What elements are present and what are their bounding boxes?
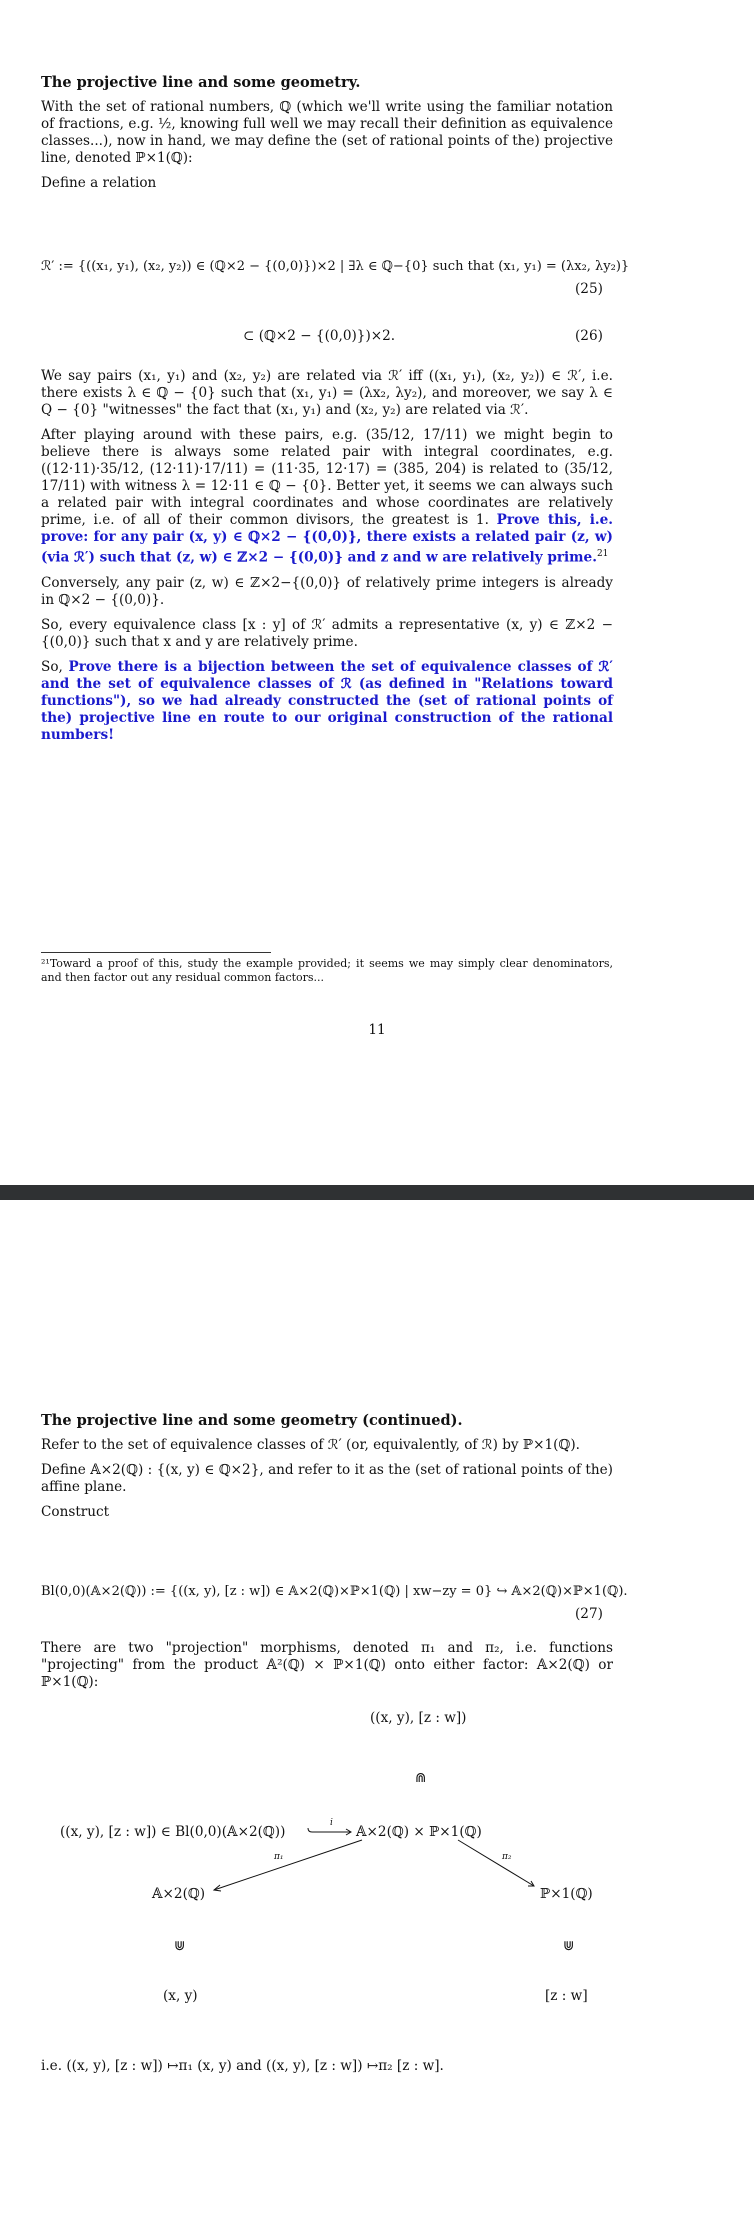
diagram-top-element: ((x, y), [z : w]) (370, 1710, 467, 1726)
bijection-claim: Prove there is a bijection between the set of equivalence classes of ℛ′ and the set of equivalence classes of ℛ (as defined in "Relations toward functions"), so we had already constructed the (set of rational points of the) projective line en route to our original construction of the rational numbers! (41, 658, 613, 743)
diagram-pi2-label: π₂ (502, 1852, 512, 1862)
construct-text: Construct (41, 1504, 110, 1520)
section-heading: The projective line and some geometry. (41, 74, 361, 91)
section-heading-continued: The projective line and some geometry (continued). (41, 1412, 463, 1429)
bijection-lead: So, (41, 658, 63, 675)
related-paragraph: We say pairs (x₁, y₁) and (x₂, y₂) are related via ℛ′ iff ((x₁, y₁), (x₂, y₂)) ∈ ℛ′, i.e. there exists λ ∈ ℚ − {0} such that (x₁, y₁) = (λx₂, λy₂), and moreover, we say λ ∈ Q − {0} "witnesses" the fact that (x₁, y₁) and (x₂, y₂) are related via ℛ′. (41, 368, 613, 418)
conversely-paragraph: Conversely, any pair (z, w) ∈ ℤ×2−{(0,0)} of relatively prime integers is already in ℚ×2 − {(0,0)}. (41, 574, 613, 608)
diagram-bottom-right: [z : w] (545, 1988, 588, 2004)
page1-body-2 (41, 368, 613, 752)
diagram-bottom-left: (x, y) (163, 1988, 198, 2004)
page1-body (41, 74, 613, 200)
pi2-arrow (458, 1840, 534, 1886)
diagram-in-symbol-right: ⋓ (563, 1938, 575, 1954)
prove-integral-claim: Prove this, i.e. prove: for any pair (x, y) ∈ ℚ×2 − {(0,0)}, there exists a related pair (z, w) (via ℛ′) such that (z, w) ∈ ℤ×2 − {(0,0)} and z and w are relatively prime. (41, 512, 613, 566)
equation-27: Bl(0,0)(𝔸×2(ℚ)) := {((x, y), [z : w]) ∈ 𝔸×2(ℚ)×ℙ×1(ℚ) | xw−zy = 0} ↪ 𝔸×2(ℚ)×ℙ×1(ℚ). (41, 1584, 628, 1599)
pi1-arrow (214, 1840, 362, 1890)
equation-number-25: (25) (575, 281, 603, 297)
playing-around-paragraph (41, 427, 613, 567)
equation-26: ⊂ (ℚ×2 − {(0,0)})×2. (243, 328, 396, 344)
define-relation-text: Define a relation (41, 175, 157, 191)
footnote-marker: 21 (596, 549, 609, 559)
bijection-paragraph (41, 659, 613, 744)
diagram-projective: ℙ×1(ℚ) (540, 1886, 593, 1902)
diagram-pi1-label: π₁ (274, 1852, 284, 1862)
affine-plane-paragraph: Define 𝔸×2(ℚ) : {(x, y) ∈ ℚ×2}, and refer to it as the (set of rational points of the) affine plane. (41, 1462, 613, 1495)
diagram-blowup-element: ((x, y), [z : w]) ∈ Bl(0,0)(𝔸×2(ℚ)) (60, 1824, 286, 1840)
inclusion-hook (308, 1828, 312, 1832)
equation-25: ℛ′ := {((x₁, y₁), (x₂, y₂)) ∈ (ℚ×2 − {(0,0)})×2 | ∃λ ∈ ℚ−{0} such that (x₁, y₁) = (λx₂, λy₂)} (41, 259, 630, 274)
page-12 (0, 1200, 754, 2229)
diagram-in-symbol-left: ⋓ (174, 1938, 186, 1954)
page-number: 11 (368, 1022, 386, 1038)
footnote-21: ²¹Toward a proof of this, study the example provided; it seems we may simply clear denominators, and then factor out any residual common factors... (41, 957, 613, 984)
diagram-cap-symbol: ⋒ (415, 1770, 427, 1786)
page-separator (0, 1185, 754, 1200)
playing-around-text: After playing around with these pairs, e.g. (35/12, 17/11) we might begin to believe there is always some related pair with integral coordinates, e.g. ((12·11)·35/12, (12·11)·17/11) = (11·35, 12·17) = (385, 204) is related to (35/12, 17/11) with witness λ = 12·11 ∈ ℚ − {0}. Better yet, it seems we can always such a related pair with integral coordinates and whose coordinates are relatively prime, i.e. of all of their common divisors, the greatest is 1. (41, 427, 613, 528)
ie-line: i.e. ((x, y), [z : w]) ↦π₁ (x, y) and ((x, y), [z : w]) ↦π₂ [z : w]. (41, 2058, 444, 2074)
diagram-affine: 𝔸×2(ℚ) (152, 1886, 206, 1902)
ie-line-wrap (41, 2058, 613, 2083)
equation-number-26: (26) (575, 328, 603, 344)
refer-paragraph: Refer to the set of equivalence classes of ℛ′ (or, equivalently, of ℛ) by ℙ×1(ℚ). (41, 1437, 580, 1453)
footnote-rule (41, 952, 271, 953)
diagram-inclusion-label: i (330, 1818, 333, 1828)
intro-paragraph: With the set of rational numbers, ℚ (which we'll write using the familiar notation of fractions, e.g. ½, knowing full well we may recall their definition as equivalence classes...), now in hand, we may define the (set of rational points of the) projective line, denoted ℙ×1(ℚ): (41, 99, 613, 166)
pi2-arrowhead (528, 1881, 534, 1886)
projection-paragraph: There are two "projection" morphisms, denoted π₁ and π₂, i.e. functions "projecting" from the product 𝔸²(ℚ) × ℙ×1(ℚ) onto either factor: 𝔸×2(ℚ) or ℙ×1(ℚ): (41, 1640, 613, 1690)
equation-number-27: (27) (575, 1606, 603, 1622)
diagram-product: 𝔸×2(ℚ) × ℙ×1(ℚ) (356, 1824, 482, 1840)
representative-paragraph: So, every equivalence class [x : y] of ℛ′ admits a representative (x, y) ∈ ℤ×2 − {(0,0)} such that x and y are relatively prime. (41, 616, 613, 650)
